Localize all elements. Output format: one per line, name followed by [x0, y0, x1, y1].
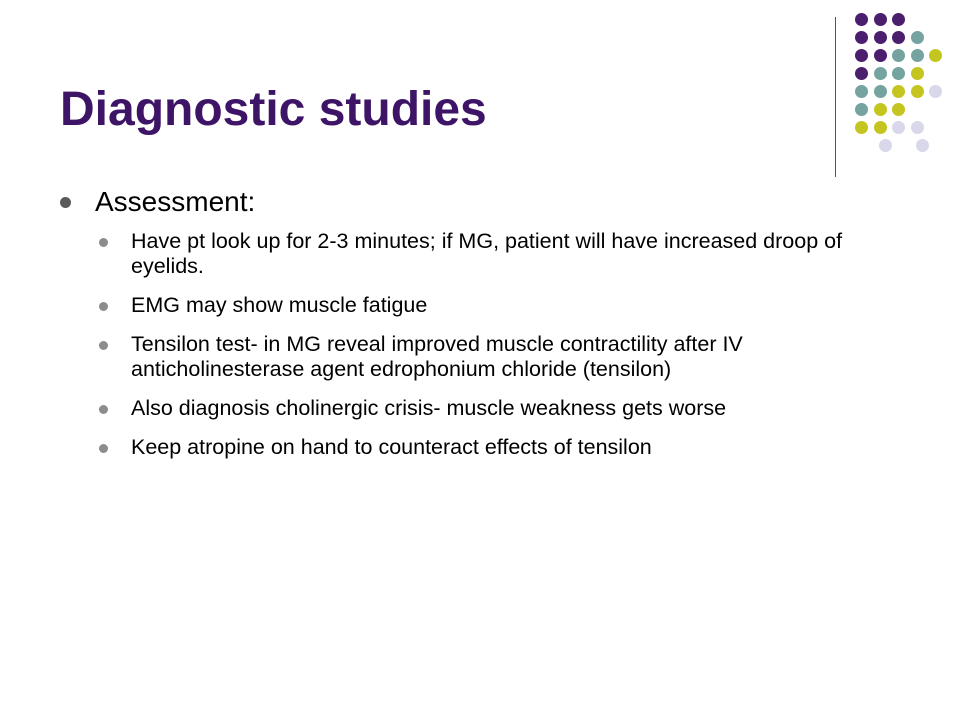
decorative-dot	[911, 85, 924, 98]
decorative-dot	[892, 121, 905, 134]
decorative-dot	[911, 67, 924, 80]
slide-title: Diagnostic studies	[60, 83, 487, 136]
sub-bullet-list	[58, 229, 878, 460]
decorative-dot	[855, 103, 868, 116]
decorative-dot	[892, 49, 905, 62]
bullet-assessment	[58, 184, 878, 220]
sub-bullet-atropine: Keep atropine on hand to counteract effects of tensilon	[58, 435, 878, 460]
decorative-dot	[855, 49, 868, 62]
sub-bullet-look-up-test: Have pt look up for 2-3 minutes; if MG, patient will have increased droop of eyelids.	[58, 229, 878, 279]
decorative-dot	[911, 31, 924, 44]
decorative-dot-grid	[840, 10, 955, 160]
decorative-dot	[911, 49, 924, 62]
decorative-dot	[892, 31, 905, 44]
decorative-dot	[874, 121, 887, 134]
decorative-dot	[855, 67, 868, 80]
decorative-dot	[874, 31, 887, 44]
decorative-dot	[892, 85, 905, 98]
bullet-assessment-label: Assessment:	[95, 186, 256, 217]
decorative-dot	[874, 103, 887, 116]
decorative-dot	[855, 85, 868, 98]
slide-body	[58, 184, 878, 474]
decorative-dot	[929, 85, 942, 98]
decorative-dot	[892, 67, 905, 80]
sub-bullet-emg: EMG may show muscle fatigue	[58, 293, 878, 318]
sub-bullet-cholinergic-crisis: Also diagnosis cholinergic crisis- muscle weakness gets worse	[58, 396, 878, 421]
decorative-dot	[929, 49, 942, 62]
decorative-dot	[916, 139, 929, 152]
decorative-dot	[874, 85, 887, 98]
title-divider-line	[835, 17, 836, 177]
decorative-dot	[855, 13, 868, 26]
decorative-dot	[911, 121, 924, 134]
decorative-dot	[879, 139, 892, 152]
sub-bullet-group	[58, 229, 878, 460]
decorative-dot	[874, 13, 887, 26]
decorative-dot	[892, 103, 905, 116]
decorative-dot	[855, 121, 868, 134]
decorative-dot	[892, 13, 905, 26]
sub-bullet-tensilon-test: Tensilon test- in MG reveal improved muscle contractility after IV anticholinesterase agent edrophonium chloride (tensilon)	[58, 332, 878, 382]
decorative-dot	[874, 49, 887, 62]
decorative-dot	[855, 31, 868, 44]
decorative-dot	[874, 67, 887, 80]
